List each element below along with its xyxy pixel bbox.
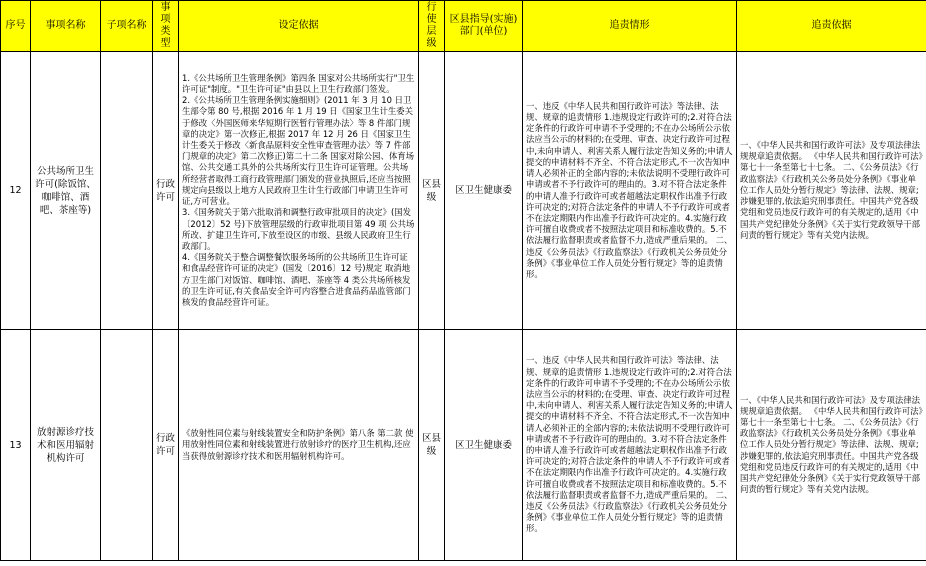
row-item-name: 放射源诊疗技术和医用辐射机构许可 — [31, 330, 101, 561]
row-item-name: 公共场所卫生许可(除饭馆、咖啡馆、酒吧、茶座等) — [31, 52, 101, 330]
header-row — [1, 1, 926, 52]
row-type: 行政许可 — [153, 52, 179, 330]
header-accountability: 追责依据 — [737, 1, 926, 52]
header-basis: 设定依据 — [179, 1, 419, 52]
row-accountability: 一、《中华人民共和国行政许可法》及专项法律法规规章追责依据。 《中华人民共和国行政许可法》第七十一条至第七十七条。 二、《公务员法》《行政监察法》《行政机关公务员处分条例》《事业单位工作人员处分暂行规定》等法律、法规、规章;涉嫌犯罪的,依法追究刑事责任。中国共产党各级党组和党员违反行政许可的有关规定的,适用《中国共产党纪律处分条例》《关于实行党政领导干部问责的暂行规定》等有关党内法规。 — [737, 330, 926, 561]
row-level: 区县级 — [419, 330, 445, 561]
row-no: 12 — [1, 52, 31, 330]
row-basis — [179, 330, 419, 561]
header-level: 行使层级 — [419, 1, 445, 52]
header-dept: 区县指导(实施)部门(单位) — [445, 1, 523, 52]
row-level: 区县级 — [419, 52, 445, 330]
row-sub-name — [101, 330, 153, 561]
header-type: 事项类型 — [153, 1, 179, 52]
basis-paragraph: 4.《国务院关于整合调整餐饮服务场所的公共场所卫生许可证和食品经营许可证的决定》(国发〔2016〕12 号)规定 取消地方卫生部门对饭馆、咖啡馆、酒吧、茶座等 4 类公共场所核发的卫生许可证,有关食品安全许可内容整合进食品药品监管部门核发的食品经营许可证。 — [182, 252, 411, 307]
row-dept: 区卫生健康委 — [445, 330, 523, 561]
basis-paragraph: 《放射性同位素与射线装置安全和防护条例》第八条 第二款 使用放射性同位素和射线装置进行放射诊疗的医疗卫生机构,还应当获得放射源诊疗技术和医用辐射机构许可。 — [182, 428, 414, 461]
row-dept: 区卫生健康委 — [445, 52, 523, 330]
basis-paragraph: 1.《公共场所卫生管理条例》第四条 国家对公共场所实行"卫生许可证"制度。"卫生许可证"由县以上卫生行政部门签发。 — [182, 72, 415, 95]
header-name: 事项名称 — [31, 1, 101, 52]
basis-paragraph: 2.《公共场所卫生管理条例实施细则》(2011 年 3 月 10 日卫生部令第 80 号,根据 2016 年 1 月 19 日《国家卫生计生委关于修改〈外国医师来华短期行医暂行管理办法〉等 8 件部门规章的决定》第一次修正,根据 2017 年 12 月 26 日《国家卫生计生委关于修改〈新食品原料安全性审查管理办法〉等 7 件部门规章的决定》第二次修正)第二十二条 国家对除公园、体育场馆、公共交通工具外的公共场所实行卫生许可证管理。公共场所经营者取得工商行政管理部门颁发的营业执照后,还应当按照规定向县级以上地方人民政府卫生计生行政部门申请卫生许可证,方可营业。 — [182, 95, 415, 207]
table-row — [1, 52, 926, 330]
header-sub: 子项名称 — [101, 1, 153, 52]
basis-paragraph: 3.《国务院关于第六批取消和调整行政审批项目的决定》(国发〔2012〕52 号)下放管理层级的行政审批项目第 49 项 公共场所改、扩建卫生许可,下放至设区的市级、县级人民政府卫生行政部门。 — [182, 207, 415, 251]
row-duty: 一、违反《中华人民共和国行政许可法》等法律、法规、规章的追责情形 1.违规设定行政许可的;2.对符合法定条件的行政许可申请不予受理的;不在办公场所公示依法应当公示的材料的;在受理、审查、决定行政许可过程中,未向申请人、利害关系人履行法定告知义务的;申请人提交的申请材料不齐全、不符合法定形式,不一次告知申请人必须补正的全部内容的;未依法说明不受理行政许可申请或者不予行政许可的理由的。3.对不符合法定条件的申请人准予行政许可或者超越法定职权作出准予行政许可决定的;对符合法定条件的申请人不予行政许可或者不在法定期限内作出准予行政许可决定的。4.实施行政许可擅自收费或者不按照法定项目和标准收费的。5.不依法履行监督职责或者监督不力,造成严重后果的。 二、违反《公务员法》《行政监察法》《行政机关公务员处分条例》《事业单位工作人员处分暂行规定》等的追责情形。 — [523, 330, 737, 561]
row-accountability: 一、《中华人民共和国行政许可法》及专项法律法规规章追责依据。 《中华人民共和国行政许可法》第七十一条至第七十七条。 二、《公务员法》《行政监察法》《行政机关公务员处分条例》《事业单位工作人员处分暂行规定》等法律、法规、规章;涉嫌犯罪的,依法追究刑事责任。中国共产党各级党组和党员违反行政许可的有关规定的,适用《中国共产党纪律处分条例》《关于实行党政领导干部问责的暂行规定》等有关党内法规。 — [737, 52, 926, 330]
row-sub-name — [101, 52, 153, 330]
table-row — [1, 330, 926, 561]
row-duty: 一、违反《中华人民共和国行政许可法》等法律、法规、规章的追责情形 1.违规设定行政许可的;2.对符合法定条件的行政许可申请不予受理的;不在办公场所公示依法应当公示的材料的;在受理、审查、决定行政许可过程中,未向申请人、利害关系人履行法定告知义务的;申请人提交的申请材料不齐全、不符合法定形式,不一次告知申请人必须补正的全部内容的;未依法说明不受理行政许可申请或者不予行政许可的理由的。3.对不符合法定条件的申请人准予行政许可或者超越法定职权作出准予行政许可决定的;对符合法定条件的申请人不予行政许可或者不在法定期限内作出准予行政许可决定的。4.实施行政许可擅自收费或者不按照法定项目和标准收费的。5.不依法履行监督职责或者监督不力,造成严重后果的。 二、违反《公务员法》《行政监察法》《行政机关公务员处分条例》《事业单位工作人员处分暂行规定》等的追责情形。 — [523, 52, 737, 330]
row-basis — [179, 52, 419, 330]
header-no: 序号 — [1, 1, 31, 52]
row-type: 行政许可 — [153, 330, 179, 561]
header-duty: 追责情形 — [523, 1, 737, 52]
row-no: 13 — [1, 330, 31, 561]
